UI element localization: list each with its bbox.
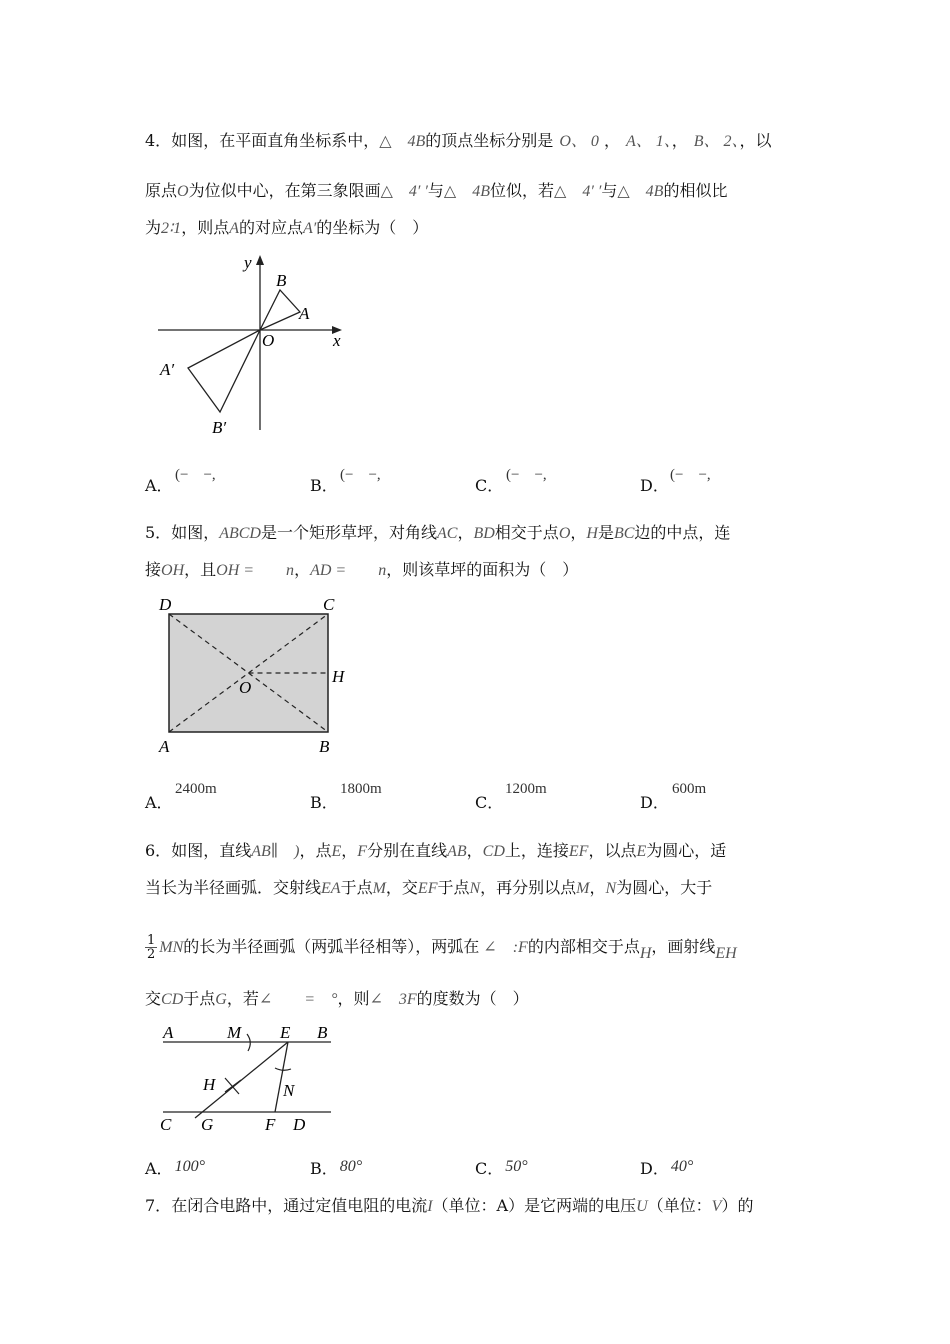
label-e: E bbox=[280, 1023, 291, 1042]
q5-line-2: 接OH，且OH = n，AD = n，则该草坪的面积为（ ） bbox=[145, 560, 579, 579]
triangle-oab bbox=[260, 290, 300, 330]
label-a: A bbox=[163, 1023, 174, 1042]
q5-option-a-value: 2400m bbox=[175, 781, 217, 797]
q7-line-1: 7．在闭合电路中，通过定值电阻的电流I（单位：A）是它两端的电压U（单位：V）的 bbox=[145, 1196, 754, 1215]
label-b: B bbox=[319, 737, 330, 756]
q5-line-1: 5．如图，ABCD是一个矩形草坪，对角线AC，BD相交于点O，H是BC边的中点，连 bbox=[145, 523, 731, 542]
label-o: O bbox=[262, 331, 275, 350]
q6-option-c[interactable]: C． 50° bbox=[475, 1158, 528, 1178]
label-a: A bbox=[159, 737, 170, 756]
label-a: A bbox=[299, 304, 310, 323]
label-d: D bbox=[159, 595, 172, 614]
label-b-prime: B′ bbox=[212, 418, 227, 437]
q4-option-d-value: (− −, bbox=[670, 467, 711, 483]
q6-parallel-lines-figure bbox=[155, 1018, 355, 1138]
q5-rectangle-figure bbox=[155, 592, 365, 757]
label-b: B bbox=[276, 271, 287, 290]
triangle-oa-prime-b-prime bbox=[188, 330, 260, 412]
question-number: 6． bbox=[145, 841, 172, 860]
q4-coordinate-figure bbox=[150, 250, 360, 440]
q4-option-b[interactable]: B． bbox=[310, 476, 338, 495]
q5-option-b[interactable]: B． bbox=[310, 793, 338, 812]
q4-option-b-value: (− −, bbox=[340, 467, 381, 483]
q4-option-c[interactable]: C． bbox=[475, 476, 504, 495]
q5-option-c[interactable]: C． bbox=[475, 793, 504, 812]
q4-option-a[interactable]: A． bbox=[145, 476, 173, 495]
q5-option-d-value: 600m bbox=[672, 781, 707, 797]
label-m: M bbox=[227, 1023, 242, 1042]
y-axis-arrow bbox=[256, 255, 264, 265]
q6-option-a[interactable]: A． 100° bbox=[145, 1158, 205, 1178]
q6-line-3: $\frac{1}{2}$ MN的长为半径画弧（两弧半径相等），两弧在 ∠ :F的内部相交于点H，画射线EH bbox=[147, 933, 737, 962]
label-b: B bbox=[317, 1023, 328, 1042]
label-f: F bbox=[265, 1115, 276, 1134]
q5-option-d[interactable]: D． bbox=[640, 793, 669, 812]
q6-option-d[interactable]: D． 40° bbox=[640, 1158, 694, 1178]
label-a-prime: A′ bbox=[160, 360, 175, 379]
label-y: y bbox=[244, 253, 252, 272]
q6-line-4: 交CD于点G，若∠ = °，则∠ 3F的度数为（ ） bbox=[145, 989, 529, 1008]
label-c: C bbox=[323, 595, 335, 614]
label-n: N bbox=[283, 1081, 295, 1100]
q4-line-3: 为2∶1，则点A的对应点A′的坐标为（ ） bbox=[145, 218, 429, 237]
label-d: D bbox=[293, 1115, 306, 1134]
q4-option-d[interactable]: D． bbox=[640, 476, 669, 495]
question-number: 7． bbox=[145, 1196, 172, 1215]
q5-option-c-value: 1200m bbox=[505, 781, 547, 797]
q6-line-1: 6．如图，直线AB∥ )，点E，F分别在直线AB，CD上，连接EF，以点E为圆心，适 bbox=[145, 841, 727, 860]
q5-option-a[interactable]: A． bbox=[145, 793, 173, 812]
q4-option-a-value: (− −, bbox=[175, 467, 216, 483]
label-h: H bbox=[332, 667, 345, 686]
fraction-one-half: $\frac{1}{2}$ bbox=[147, 933, 156, 962]
q6-line-2: 当长为半径画弧．交射线EA于点M，交EF于点N，再分别以点M，N为圆心，大于 bbox=[145, 878, 713, 897]
q6-option-b[interactable]: B． 80° bbox=[310, 1158, 363, 1178]
label-g: G bbox=[201, 1115, 214, 1134]
label-x: x bbox=[333, 331, 341, 350]
segment-ef bbox=[275, 1042, 288, 1112]
q4-line-2: 原点O为位似中心，在第三象限画△ 4′ ′与△ 4B位似，若△ 4′ ′与△ 4B的相似比 bbox=[145, 181, 728, 200]
arc-h-2 bbox=[225, 1080, 241, 1092]
q4-line-1: 4．如图，在平面直角坐标系中，△ 4B的顶点坐标分别是 O、 0 ， A、 1、， B、 2、，以 bbox=[145, 131, 772, 150]
q5-option-b-value: 1800m bbox=[340, 781, 382, 797]
question-number: 4． bbox=[145, 131, 172, 150]
label-o: O bbox=[239, 678, 252, 697]
question-number: 5． bbox=[145, 523, 172, 542]
label-c: C bbox=[160, 1115, 172, 1134]
q4-option-c-value: (− −, bbox=[506, 467, 547, 483]
label-h: H bbox=[203, 1075, 216, 1094]
